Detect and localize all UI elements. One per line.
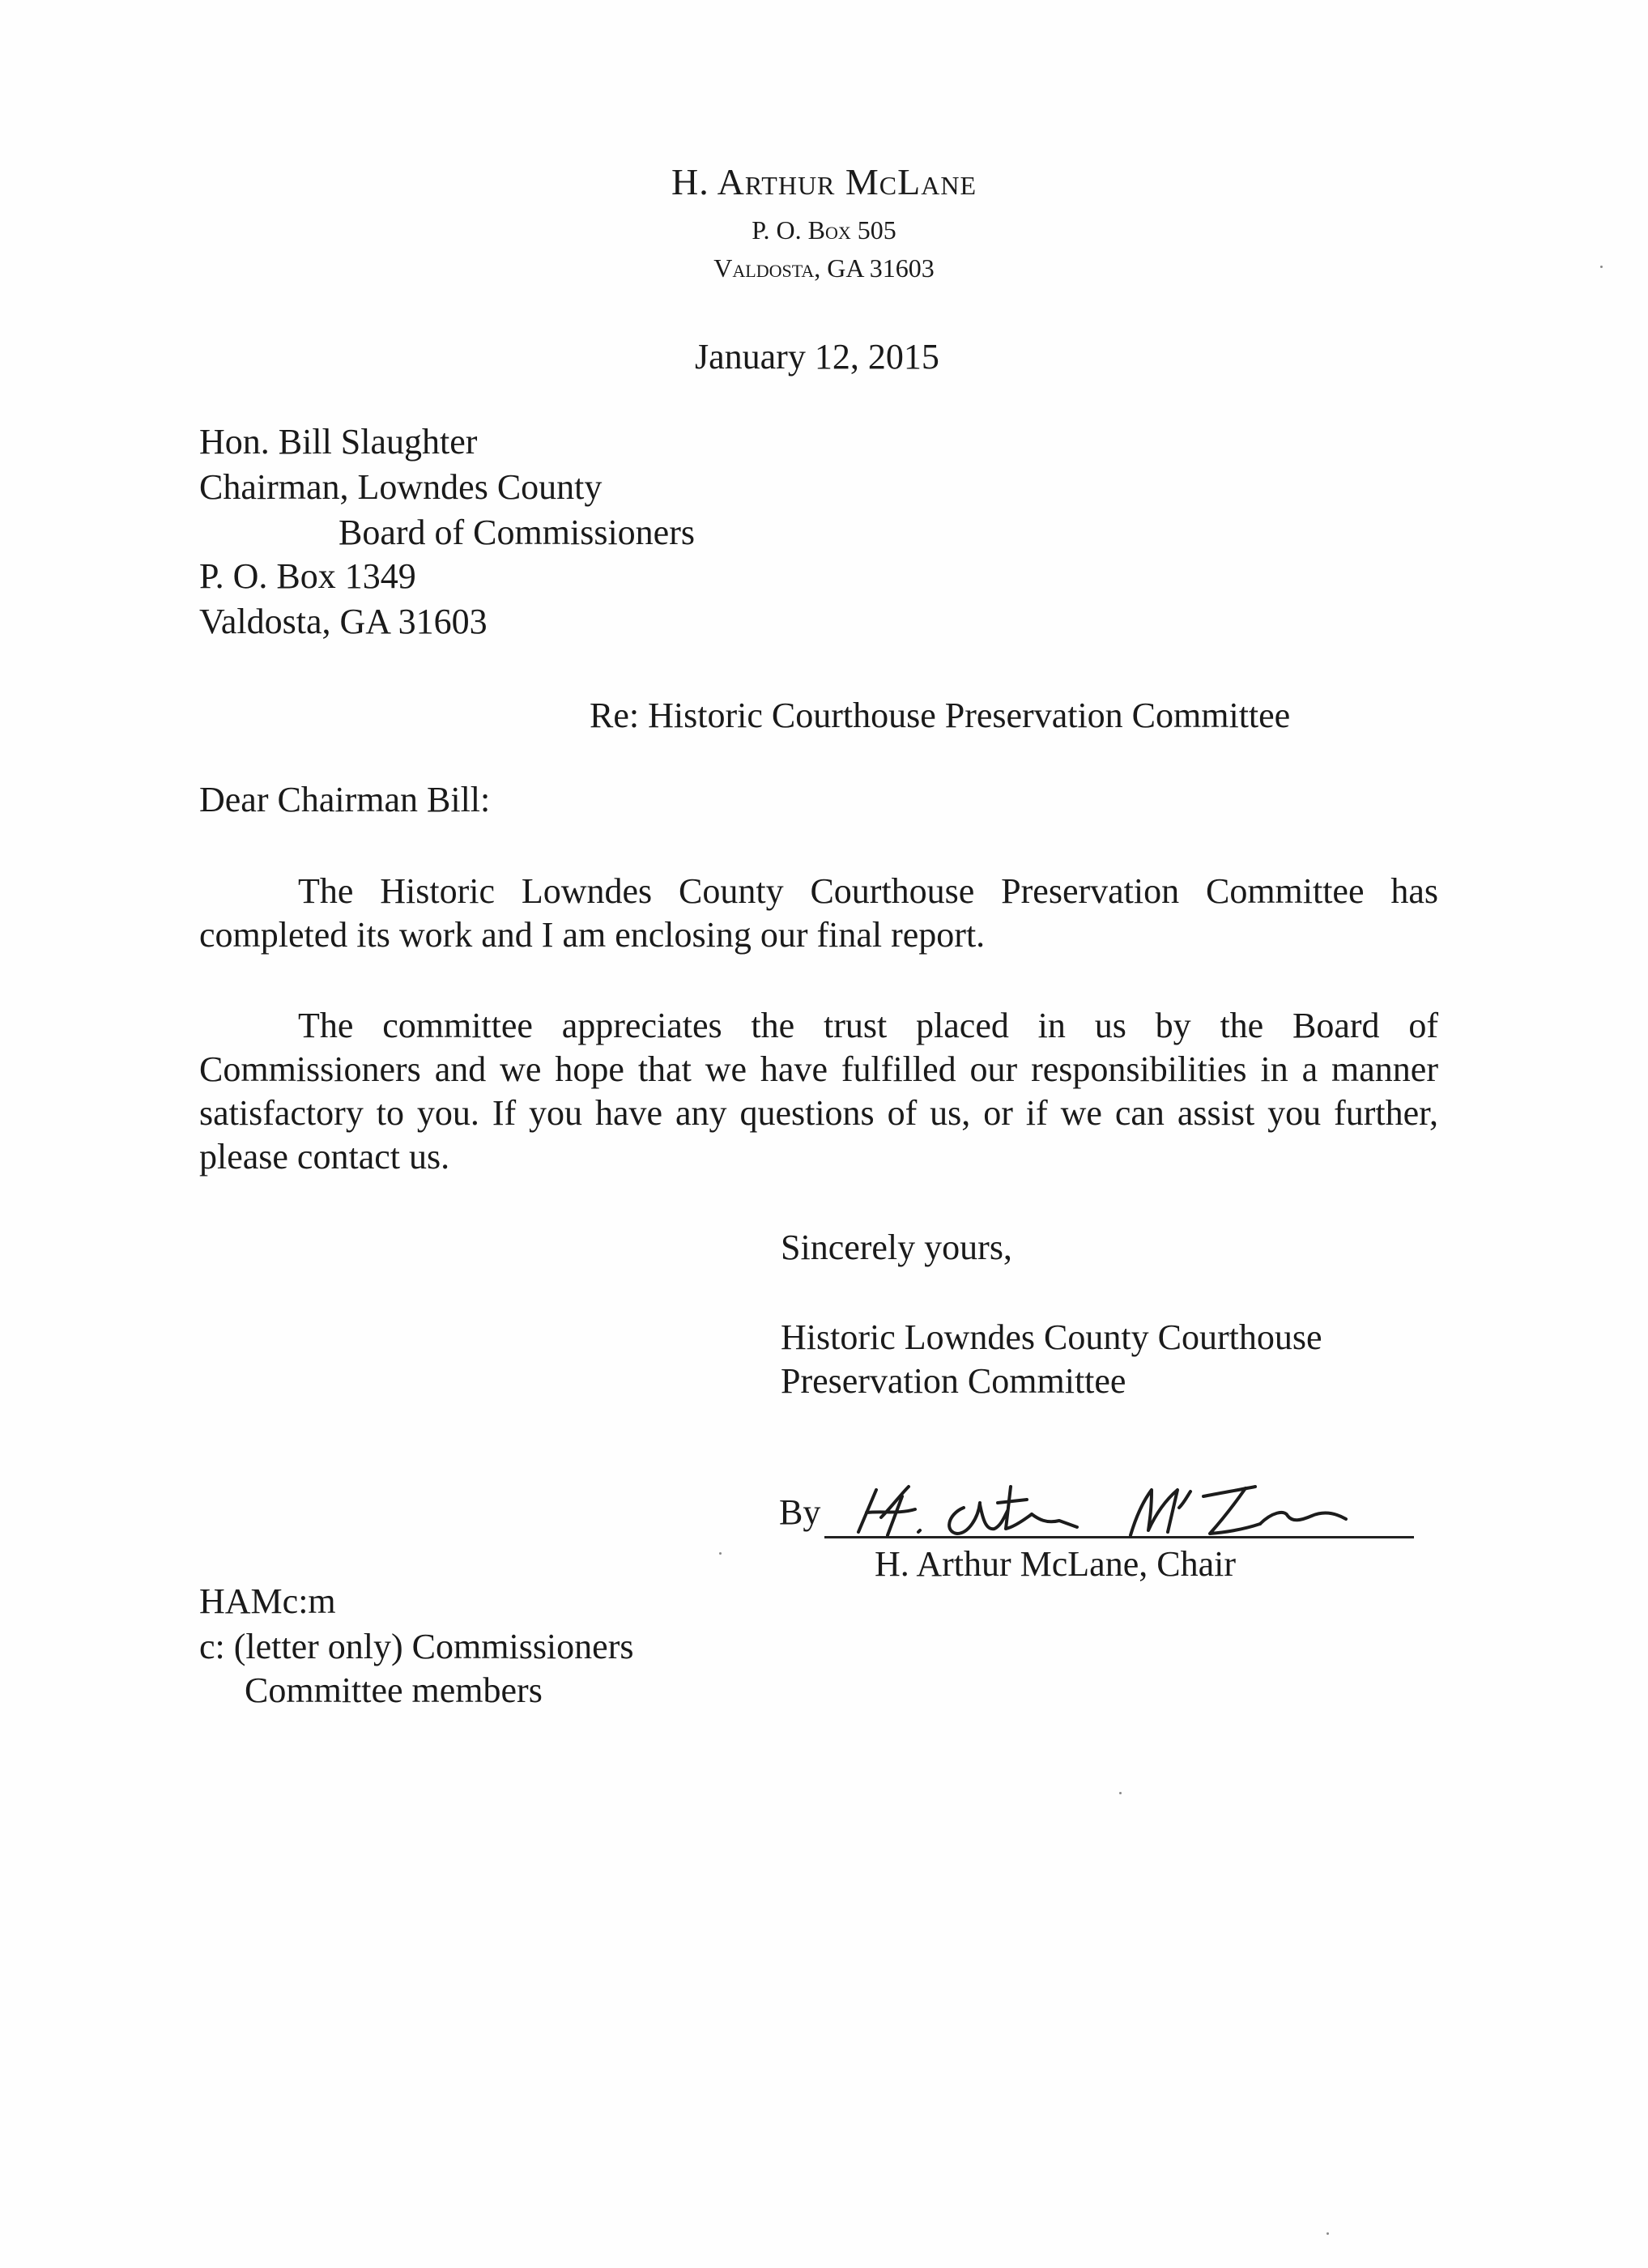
scan-speck	[719, 1552, 722, 1555]
recipient-line-5: Valdosta, GA 31603	[199, 602, 488, 641]
scan-speck	[1600, 266, 1603, 268]
body-paragraph-2-text: The committee appreciates the trust placed in us by the Board of Commissioners and we hope that we have fulfilled our responsibilities in a manner satisfactory to you. If you have any questions of us, or if we can assist you further, please contact us.	[199, 1006, 1438, 1177]
body-paragraph-1	[199, 870, 1438, 957]
letterhead-po-box: P. O. Box 505	[752, 215, 896, 245]
reference-initials: HAMc:m	[199, 1581, 336, 1621]
recipient-line-1: Hon. Bill Slaughter	[199, 422, 478, 462]
handwritten-signature	[834, 1472, 1369, 1545]
letterhead-name: H. Arthur McLane	[671, 161, 977, 202]
valediction: Sincerely yours,	[781, 1228, 1012, 1267]
body-paragraph-2	[199, 1004, 1438, 1179]
letter-date: January 12, 2015	[695, 337, 939, 377]
cc-line-1: c: (letter only) Commissioners	[199, 1627, 634, 1666]
recipient-line-2: Chairman, Lowndes County	[199, 467, 603, 507]
signer-name: H. Arthur McLane, Chair	[875, 1544, 1236, 1584]
scan-speck	[1119, 1792, 1122, 1794]
scan-speck	[1326, 2232, 1329, 2235]
salutation: Dear Chairman Bill:	[199, 780, 491, 819]
by-label: By	[779, 1492, 821, 1532]
subject-line: Re: Historic Courthouse Preservation Committee	[590, 696, 1291, 735]
organization-line-2: Preservation Committee	[781, 1361, 1126, 1401]
recipient-line-3: Board of Commissioners	[339, 513, 695, 552]
recipient-line-4: P. O. Box 1349	[199, 556, 416, 596]
cc-line-2: Committee members	[245, 1670, 543, 1710]
body-paragraph-1-text: The Historic Lowndes County Courthouse Preservation Committee has completed its work and I am enclosing our final report.	[199, 871, 1438, 955]
organization-line-1: Historic Lowndes County Courthouse	[781, 1317, 1322, 1357]
letterhead-city: Valdosta, GA 31603	[713, 253, 935, 283]
